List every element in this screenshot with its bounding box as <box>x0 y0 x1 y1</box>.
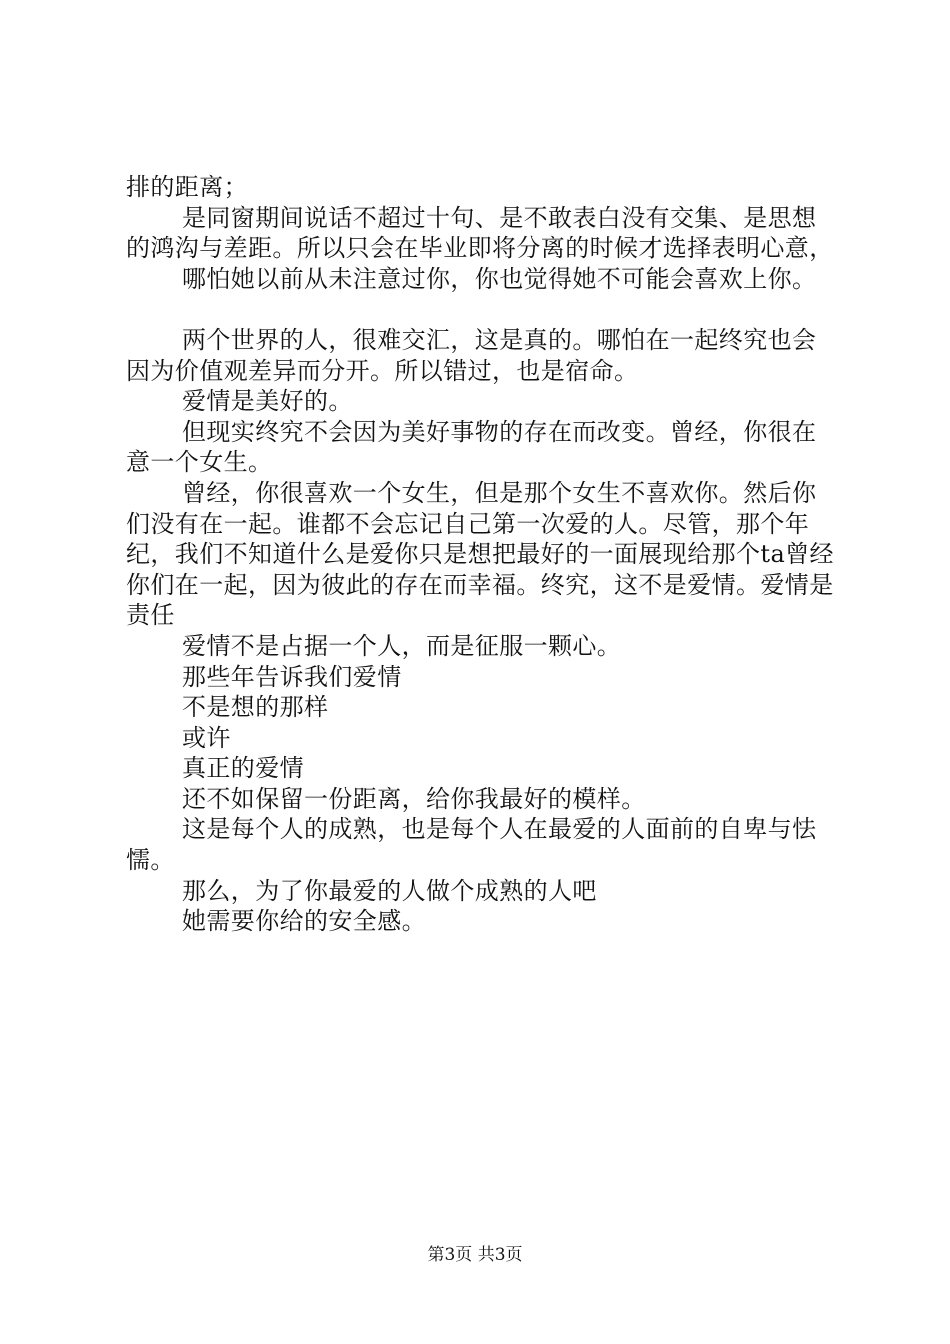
paragraph: 不是想的那样 <box>182 693 329 722</box>
paragraph: 那么，为了你最爱的人做个成熟的人吧 <box>182 876 597 905</box>
paragraph: 或许 <box>182 723 231 752</box>
paragraph: 两个世界的人，很难交汇，这是真的。哪怕在一起终究也会因为价值观差异而分开。所以错过，也是宿命。 <box>126 325 817 385</box>
paragraph-continuation: 排的距离； <box>126 173 248 201</box>
paragraph: 爱情不是占据一个人，而是征服一颗心。 <box>182 631 622 660</box>
paragraph: 是同窗期间说话不超过十句、是不敢表白没有交集、是思想的鸿沟与差距。所以只会在毕业即将分离的时候才选择表明心意， <box>126 203 834 263</box>
paragraph: 哪怕她以前从未注意过你，你也觉得她不可能会喜欢上你。 <box>182 264 817 293</box>
paragraph: 曾经，你很喜欢一个女生，但是那个女生不喜欢你。然后你们没有在一起。谁都不会忘记自己第一次爱的人。尽管，那个年纪，我们不知道什么是爱你只是想把最好的一面展现给那个ta曾经你们在一起，因为彼此的存在而幸福。终究，这不是爱情。爱情是责任 <box>126 478 834 630</box>
paragraph: 那些年告诉我们爱情 <box>182 662 402 691</box>
page-footer <box>0 1245 950 1265</box>
paragraph: 这是每个人的成熟，也是每个人在最爱的人面前的自卑与怯懦。 <box>126 815 817 875</box>
paragraph: 爱情是美好的。 <box>182 387 353 416</box>
blank-line <box>126 294 836 325</box>
document-body <box>126 172 836 937</box>
page-number-label: 第3页 共3页 <box>427 1245 523 1265</box>
paragraph: 但现实终究不会因为美好事物的存在而改变。曾经，你很在意一个女生。 <box>126 417 817 477</box>
paragraph: 还不如保留一份距离，给你我最好的模样。 <box>182 784 646 813</box>
paragraph: 她需要你给的安全感。 <box>182 907 426 936</box>
paragraph: 真正的爱情 <box>182 754 304 783</box>
